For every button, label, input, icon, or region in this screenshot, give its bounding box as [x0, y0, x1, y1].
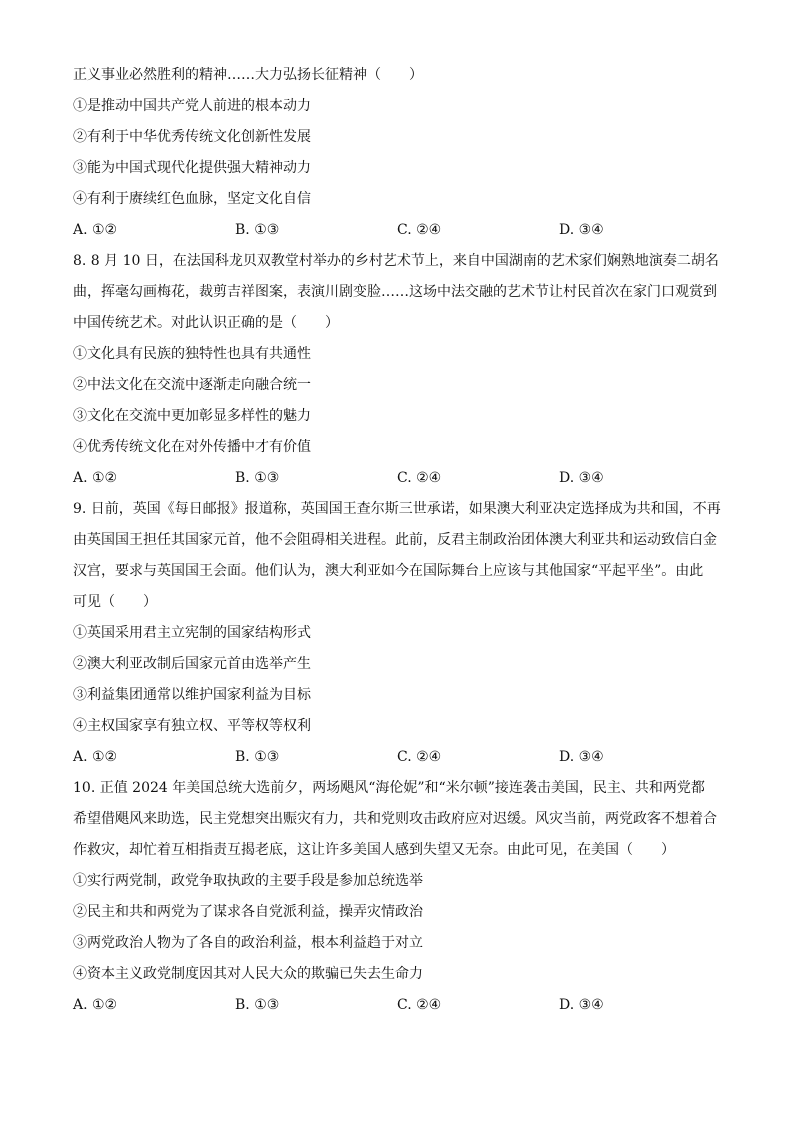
statement-3: ③能为中国式现代化提供强大精神动力: [73, 160, 311, 176]
question-stem-line: 8. 8 月 10 日，在法国科龙贝双教堂村举办的乡村艺术节上，来自中国湖南的艺术家们娴熟地演奏二胡名: [73, 253, 719, 269]
question-stem-line: 希望借飓风来助选，民主党想突出赈灾有力，共和党则攻击政府应对迟缓。风灾当前，两党政客不想着合: [73, 811, 717, 827]
answer-options: [73, 463, 723, 494]
question-9: [73, 494, 723, 773]
statement-3: ③文化在交流中更加彰显多样性的魅力: [73, 408, 311, 424]
statement-3: ③两党政治人物为了各自的政治利益，根本利益趋于对立: [73, 935, 423, 951]
statement-2: ②民主和共和两党为了谋求各自党派利益，操弄灾情政治: [73, 904, 423, 920]
option-a: A. ①②: [73, 997, 118, 1013]
option-d: D. ③④: [559, 222, 604, 238]
statement-4: ④主权国家享有独立权、平等权等权利: [73, 718, 311, 734]
option-d: D. ③④: [559, 470, 604, 486]
question-10: [73, 773, 723, 1021]
statement-1: ①英国采用君主立宪制的国家结构形式: [73, 625, 311, 641]
question-stem-line: 可见（ ）: [73, 594, 157, 610]
exam-page: [73, 60, 723, 1021]
question-stem-line: 曲，挥毫勾画梅花，裁剪吉祥图案，表演川剧变脸……这场中法交融的艺术节让村民首次在家门口观赏到: [73, 284, 717, 300]
question-stem-line: 由英国国王担任其国家元首，他不会阻碍相关进程。此前，反君主制政治团体澳大利亚共和运动致信白金: [73, 532, 717, 548]
question-stem-line: 9. 日前，英国《每日邮报》报道称，英国国王查尔斯三世承诺，如果澳大利亚决定选择成为共和国，不再: [73, 501, 721, 517]
answer-options: [73, 215, 723, 246]
statement-1: ①文化具有民族的独特性也具有共通性: [73, 346, 311, 362]
answer-options: [73, 742, 723, 773]
answer-options: [73, 990, 723, 1021]
question-7: [73, 60, 723, 246]
option-a: A. ①②: [73, 749, 118, 765]
option-c: C. ②④: [397, 470, 442, 486]
option-b: B. ①③: [235, 222, 280, 238]
statement-4: ④有利于赓续红色血脉，坚定文化自信: [73, 191, 311, 207]
statement-2: ②有利于中华优秀传统文化创新性发展: [73, 129, 311, 145]
option-a: A. ①②: [73, 470, 118, 486]
question-stem-line: 中国传统艺术。对此认识正确的是（ ）: [73, 315, 339, 331]
statement-3: ③利益集团通常以维护国家利益为目标: [73, 687, 311, 703]
statement-2: ②澳大利亚改制后国家元首由选举产生: [73, 656, 311, 672]
option-c: C. ②④: [397, 749, 442, 765]
option-c: C. ②④: [397, 997, 442, 1013]
question-stem-line: 10. 正值 2024 年美国总统大选前夕，两场飓风“海伦妮”和“米尔顿”接连袭击美国，民主、共和两党都: [73, 780, 705, 796]
question-stem-line: 汉宫，要求与英国国王会面。他们认为，澳大利亚如今在国际舞台上应该与其他国家“平起平坐”。由此: [73, 563, 704, 579]
statement-4: ④优秀传统文化在对外传播中才有价值: [73, 439, 311, 455]
question-stem-line: 作救灾，却忙着互相指责互揭老底，这让许多美国人感到失望又无奈。由此可见，在美国（ ）: [73, 842, 675, 858]
option-c: C. ②④: [397, 222, 442, 238]
option-b: B. ①③: [235, 749, 280, 765]
statement-1: ①是推动中国共产党人前进的根本动力: [73, 98, 311, 114]
question-8: [73, 246, 723, 494]
option-a: A. ①②: [73, 222, 118, 238]
option-b: B. ①③: [235, 470, 280, 486]
statement-1: ①实行两党制，政党争取执政的主要手段是参加总统选举: [73, 873, 423, 889]
statement-2: ②中法文化在交流中逐渐走向融合统一: [73, 377, 311, 393]
question-stem-line: 正义事业必然胜利的精神……大力弘扬长征精神（ ）: [73, 67, 423, 83]
option-d: D. ③④: [559, 997, 604, 1013]
option-d: D. ③④: [559, 749, 604, 765]
option-b: B. ①③: [235, 997, 280, 1013]
statement-4: ④资本主义政党制度因其对人民大众的欺骗已失去生命力: [73, 966, 423, 982]
